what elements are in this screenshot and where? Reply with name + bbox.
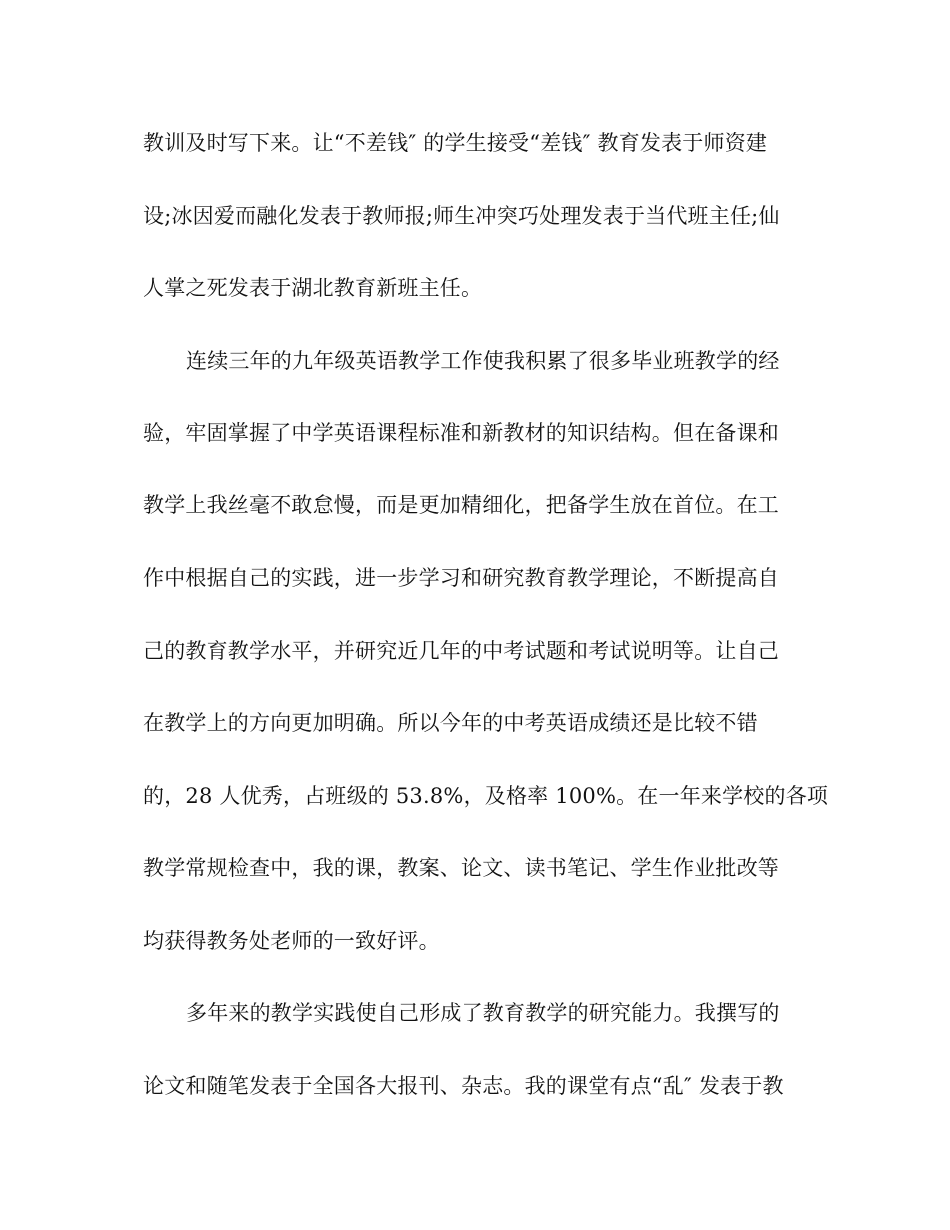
text-line-8: 己的教育教学水平，并研究近几年的中考试题和考试说明等。让自己 [143,639,779,663]
text-line-14: 论文和随笔发表于全国各大报刊、杂志。我的课堂有点“乱″ 发表于教 [143,1074,784,1098]
text-line-4: 连续三年的九年级英语教学工作使我积累了很多毕业班教学的经 [186,349,780,373]
text-line-3: 人掌之死发表于湖北教育新班主任。 [143,276,483,300]
text-line-7: 作中根据自己的实践，进一步学习和研究教育教学理论，不断提高自 [143,566,779,590]
text-line-6: 教学上我丝毫不敢怠慢，而是更加精细化，把备学生放在首位。在工 [143,493,779,517]
text-line-1: 教训及时写下来。让“不差钱″ 的学生接受“差钱″ 教育发表于师资建 [143,131,768,155]
text-line-2: 设;冰因爱而融化发表于教师报;师生冲突巧处理发表于当代班主任;仙 [143,204,780,228]
text-line-12: 均获得教务处老师的一致好评。 [143,929,440,953]
text-line-5: 验，牢固掌握了中学英语课程标准和新教材的知识结构。但在备课和 [143,421,779,445]
text-line-10: 的，28 人优秀，占班级的 53.8%，及格率 100%。在一年来学校的各项 [143,784,829,808]
text-line-13: 多年来的教学实践使自己形成了教育教学的研究能力。我撰写的 [186,1001,780,1025]
text-line-9: 在教学上的方向更加明确。所以今年的中考英语成绩还是比较不错 [143,711,758,735]
text-line-11: 教学常规检查中，我的课，教案、论文、读书笔记、学生作业批改等 [143,856,779,880]
